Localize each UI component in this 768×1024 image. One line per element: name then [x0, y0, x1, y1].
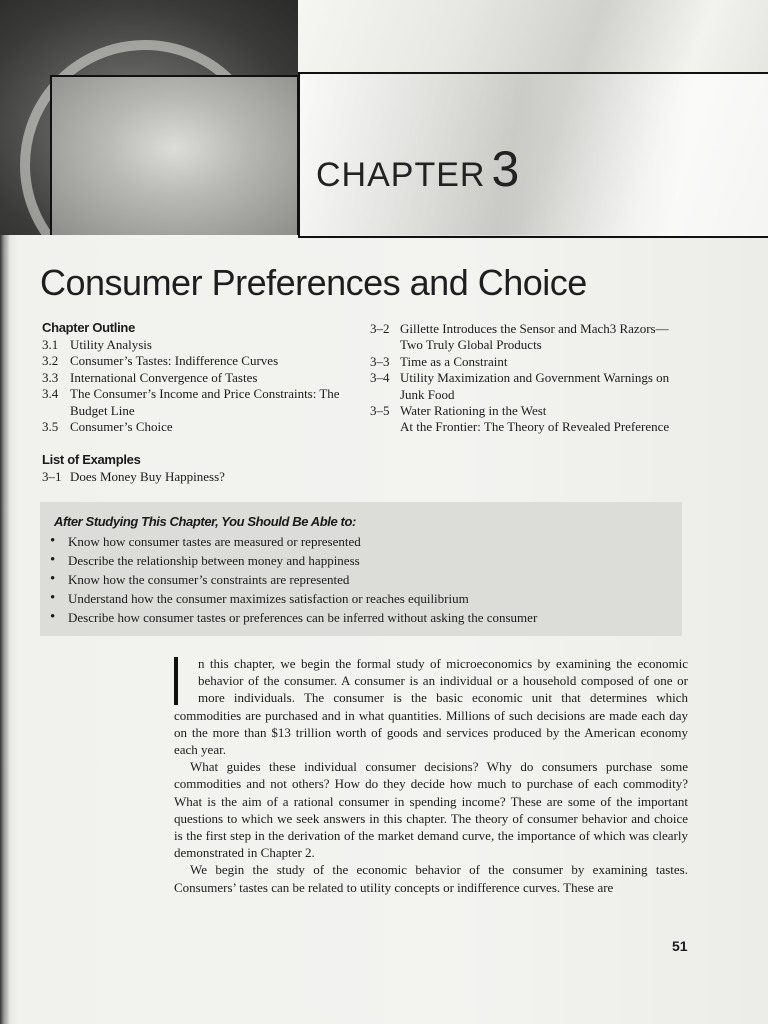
body-paragraph: We begin the study of the economic behavior of the consumer by examining tastes. Consumers’ tastes can be related to utility concepts or indifference curves. These are — [174, 862, 688, 895]
body-paragraph: What guides these individual consumer decisions? Why do consumers purchase some commodities and not others? How do they decide how much to purchase of each commodity? What is the aim of a rational consumer in spending income? These are some of the important questions to which we seek answers in this chapter. The theory of consumer behavior and choice is the first step in the derivation of the market demand curve, the importance of which was clearly demonstrated in Chapter 2. — [174, 759, 688, 861]
objective-item: • Describe how consumer tastes or preferences can be inferred without asking the consumer — [50, 609, 538, 625]
body-paragraph: n this chapter, we begin the formal study of microeconomics by examining the economic behavior of the consumer. A consumer is an individual or a household composed of one or more individuals. The consumer is the basic economic unit that determines which commodities are purchased and in what quantities. Millions of such decisions are made each day on the more than $13 trillion worth of goods and services produced by the American economy each year. — [174, 656, 688, 758]
outline-item: 3.5 Consumer’s Choice — [42, 419, 173, 435]
learning-objectives-box — [40, 502, 682, 636]
examples-list-right — [370, 321, 670, 436]
objective-item: • Know how the consumer’s constraints are represented — [50, 571, 350, 587]
outline-item: 3.3 International Convergence of Tastes — [42, 369, 258, 385]
chapter-number: 3 — [491, 141, 521, 197]
chapter-heading — [316, 140, 520, 198]
chapter-body — [174, 655, 688, 896]
outline-item: 3.4 The Consumer’s Income and Price Constraints: The Budget Line — [42, 386, 340, 418]
example-item: 3–2 Gillette Introduces the Sensor and Mach3 Razors—Two Truly Global Products — [370, 321, 669, 353]
bullet-icon: • — [50, 533, 56, 549]
outline-item: 3.2 Consumer’s Tastes: Indifference Curves — [42, 353, 279, 369]
objectives-heading: After Studying This Chapter, You Should Be Able to: — [54, 514, 356, 529]
chapter-photo-left — [0, 0, 298, 235]
chapter-photo-right — [298, 0, 768, 235]
binding-shadow — [0, 235, 10, 1024]
examples-heading: List of Examples — [42, 452, 141, 467]
example-item: 3–1 Does Money Buy Happiness? — [42, 469, 225, 484]
example-item: At the Frontier: The Theory of Revealed Preference — [400, 419, 670, 435]
objectives-list — [50, 532, 537, 627]
bullet-icon: • — [50, 590, 56, 606]
chapter-word: CHAPTER — [316, 156, 486, 194]
bullet-icon: • — [50, 552, 56, 568]
outline-heading: Chapter Outline — [42, 320, 136, 335]
examples-list-left — [42, 469, 352, 485]
chapter-outline — [42, 337, 352, 435]
bullet-icon: • — [50, 571, 56, 587]
objective-item: • Understand how the consumer maximizes satisfaction or reaches equilibrium — [50, 590, 469, 606]
objective-item: • Describe the relationship between money and happiness — [50, 552, 360, 568]
outline-item: 3.1 Utility Analysis — [42, 337, 152, 352]
drop-cap — [174, 657, 192, 705]
chapter-title: Consumer Preferences and Choice — [40, 262, 587, 303]
example-item: 3–3 Time as a Constraint — [370, 353, 508, 369]
page-number: 51 — [672, 938, 688, 954]
example-item: 3–5 Water Rationing in the West — [370, 403, 547, 419]
objective-item: • Know how consumer tastes are measured or represented — [50, 533, 361, 549]
example-item: 3–4 Utility Maximization and Government Warnings on Junk Food — [370, 370, 670, 402]
bullet-icon: • — [50, 609, 56, 625]
